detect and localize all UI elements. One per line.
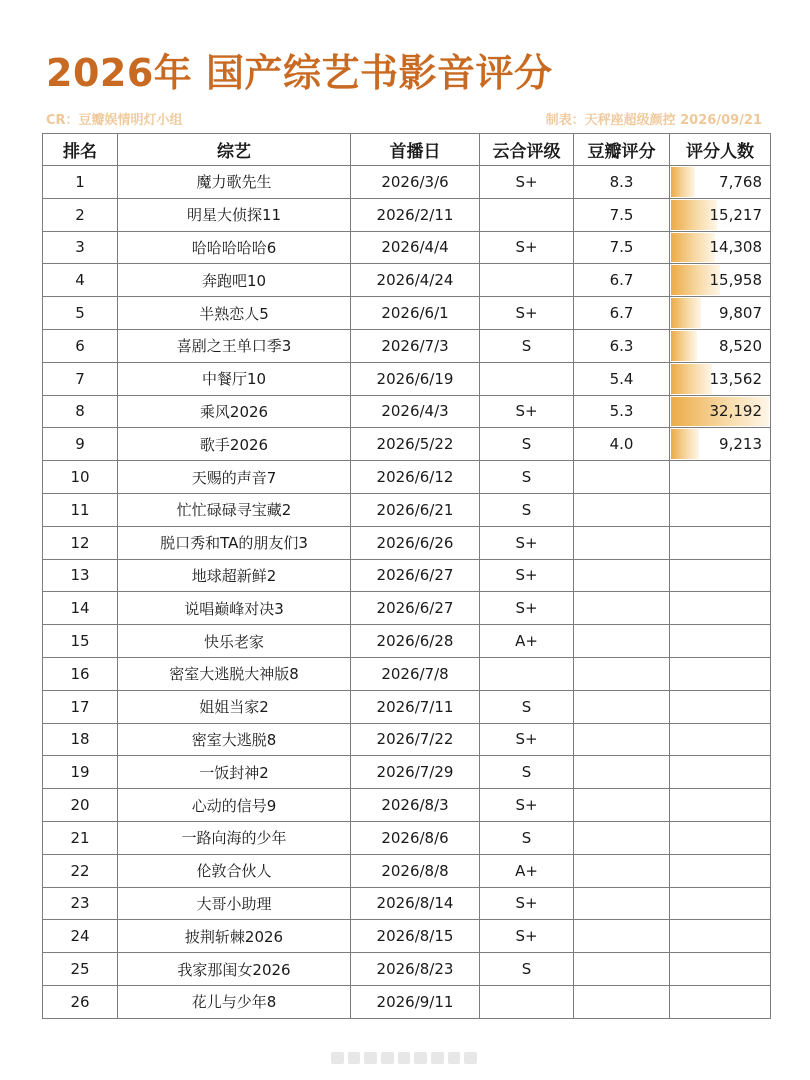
yunhe-grade-cell: S [480, 461, 574, 494]
table-row [43, 166, 771, 199]
rank-cell: 15 [43, 625, 118, 658]
rank-cell: 7 [43, 362, 118, 395]
yunhe-grade-cell [480, 264, 574, 297]
rating-count-value: 9,807 [719, 304, 762, 323]
rating-count-cell [670, 264, 771, 297]
douban-score-cell [574, 493, 670, 526]
douban-score-cell [574, 756, 670, 789]
rank-cell: 21 [43, 821, 118, 854]
rank-cell: 25 [43, 953, 118, 986]
premiere-date-cell: 2026/7/8 [351, 657, 480, 690]
show-name-cell: 乘风2026 [118, 395, 351, 428]
rank-cell: 1 [43, 166, 118, 199]
premiere-date-cell: 2026/8/14 [351, 887, 480, 920]
column-header-show: 综艺 [118, 134, 351, 166]
premiere-date-cell: 2026/6/21 [351, 493, 480, 526]
yunhe-grade-cell: S [480, 329, 574, 362]
yunhe-grade-cell [480, 657, 574, 690]
rating-count-cell [670, 297, 771, 330]
rating-count-cell [670, 920, 771, 953]
premiere-date-cell: 2026/7/22 [351, 723, 480, 756]
douban-score-cell [574, 887, 670, 920]
premiere-date-cell: 2026/4/24 [351, 264, 480, 297]
show-name-cell: 魔力歌先生 [118, 166, 351, 199]
show-name-cell: 心动的信号9 [118, 789, 351, 822]
table-row [43, 657, 771, 690]
premiere-date-cell: 2026/7/11 [351, 690, 480, 723]
table-row [43, 592, 771, 625]
yunhe-grade-cell: S [480, 428, 574, 461]
premiere-date-cell: 2026/4/4 [351, 231, 480, 264]
rating-count-cell [670, 198, 771, 231]
credit-author-date: 制表：天秤座超级颜控 2026/09/21 [545, 113, 762, 128]
yunhe-grade-cell: S+ [480, 723, 574, 756]
premiere-date-cell: 2026/4/3 [351, 395, 480, 428]
rank-cell: 13 [43, 559, 118, 592]
premiere-date-cell: 2026/7/29 [351, 756, 480, 789]
image-pagination-indicator [331, 1052, 477, 1064]
douban-score-cell [574, 821, 670, 854]
premiere-date-cell: 2026/8/3 [351, 789, 480, 822]
table-row [43, 789, 771, 822]
table-row [43, 854, 771, 887]
yunhe-grade-cell [480, 198, 574, 231]
rating-count-cell [670, 493, 771, 526]
table-header-row [43, 134, 771, 166]
table-row [43, 297, 771, 330]
rank-cell: 10 [43, 461, 118, 494]
rating-count-databar [671, 298, 701, 328]
douban-score-cell: 7.5 [574, 198, 670, 231]
yunhe-grade-cell: S+ [480, 297, 574, 330]
douban-score-cell [574, 690, 670, 723]
rating-count-value: 13,562 [709, 369, 762, 388]
premiere-date-cell: 2026/6/27 [351, 592, 480, 625]
table-row [43, 461, 771, 494]
rating-count-cell [670, 166, 771, 199]
rating-count-databar [671, 167, 695, 197]
page-title: 2026年 国产综艺书影音评分 [46, 51, 553, 95]
rating-count-cell [670, 559, 771, 592]
douban-score-cell [574, 526, 670, 559]
premiere-date-cell: 2026/6/27 [351, 559, 480, 592]
douban-score-cell [574, 920, 670, 953]
show-name-cell: 说唱巅峰对决3 [118, 592, 351, 625]
table-row [43, 362, 771, 395]
show-name-cell: 喜剧之王单口季3 [118, 329, 351, 362]
show-name-cell: 歌手2026 [118, 428, 351, 461]
douban-score-cell: 4.0 [574, 428, 670, 461]
douban-score-cell: 6.3 [574, 329, 670, 362]
rating-count-value: 9,213 [719, 435, 762, 454]
yunhe-grade-cell: A+ [480, 854, 574, 887]
rating-count-value: 32,192 [709, 402, 762, 421]
douban-score-cell [574, 985, 670, 1018]
table-row [43, 231, 771, 264]
show-name-cell: 密室大逃脱8 [118, 723, 351, 756]
yunhe-grade-cell: A+ [480, 625, 574, 658]
table-row [43, 395, 771, 428]
table-row [43, 953, 771, 986]
douban-score-cell: 6.7 [574, 264, 670, 297]
show-name-cell: 大哥小助理 [118, 887, 351, 920]
rank-cell: 2 [43, 198, 118, 231]
table-row [43, 920, 771, 953]
show-name-cell: 中餐厅10 [118, 362, 351, 395]
show-name-cell: 一饭封神2 [118, 756, 351, 789]
rating-count-cell [670, 854, 771, 887]
table-row [43, 428, 771, 461]
rank-cell: 6 [43, 329, 118, 362]
rating-count-value: 7,768 [719, 172, 762, 191]
yunhe-grade-cell: S [480, 953, 574, 986]
table-row [43, 756, 771, 789]
yunhe-grade-cell: S+ [480, 166, 574, 199]
rating-count-cell [670, 428, 771, 461]
show-name-cell: 快乐老家 [118, 625, 351, 658]
rank-cell: 12 [43, 526, 118, 559]
table-row [43, 264, 771, 297]
douban-score-cell: 5.4 [574, 362, 670, 395]
rating-count-cell [670, 690, 771, 723]
show-name-cell: 伦敦合伙人 [118, 854, 351, 887]
premiere-date-cell: 2026/8/23 [351, 953, 480, 986]
column-header-yunhe-grade: 云合评级 [480, 134, 574, 166]
rank-cell: 8 [43, 395, 118, 428]
rating-count-cell [670, 231, 771, 264]
show-name-cell: 我家那闺女2026 [118, 953, 351, 986]
rating-count-databar [671, 233, 715, 263]
rank-cell: 3 [43, 231, 118, 264]
premiere-date-cell: 2026/2/11 [351, 198, 480, 231]
rank-cell: 9 [43, 428, 118, 461]
table-row [43, 723, 771, 756]
table-row [43, 821, 771, 854]
rating-count-value: 8,520 [719, 336, 762, 355]
rating-count-cell [670, 789, 771, 822]
douban-score-cell [574, 657, 670, 690]
yunhe-grade-cell: S [480, 756, 574, 789]
show-name-cell: 明星大侦探11 [118, 198, 351, 231]
table-row [43, 526, 771, 559]
rating-count-databar [671, 364, 712, 394]
rating-count-cell [670, 887, 771, 920]
rating-count-cell [670, 821, 771, 854]
premiere-date-cell: 2026/8/8 [351, 854, 480, 887]
yunhe-grade-cell: S+ [480, 887, 574, 920]
show-name-cell: 忙忙碌碌寻宝藏2 [118, 493, 351, 526]
premiere-date-cell: 2026/8/6 [351, 821, 480, 854]
column-header-rank: 排名 [43, 134, 118, 166]
table-body [43, 166, 771, 1019]
table-row [43, 493, 771, 526]
douban-score-cell: 7.5 [574, 231, 670, 264]
rating-count-cell [670, 395, 771, 428]
show-name-cell: 地球超新鲜2 [118, 559, 351, 592]
rating-count-cell [670, 985, 771, 1018]
show-name-cell: 披荆斩棘2026 [118, 920, 351, 953]
premiere-date-cell: 2026/5/22 [351, 428, 480, 461]
rank-cell: 22 [43, 854, 118, 887]
yunhe-grade-cell: S+ [480, 395, 574, 428]
douban-score-cell: 6.7 [574, 297, 670, 330]
show-name-cell: 密室大逃脱大神版8 [118, 657, 351, 690]
rank-cell: 11 [43, 493, 118, 526]
rating-count-cell [670, 362, 771, 395]
rank-cell: 5 [43, 297, 118, 330]
premiere-date-cell: 2026/6/28 [351, 625, 480, 658]
column-header-rating-count: 评分人数 [670, 134, 771, 166]
show-name-cell: 天赐的声音7 [118, 461, 351, 494]
rank-cell: 16 [43, 657, 118, 690]
column-header-douban-score: 豆瓣评分 [574, 134, 670, 166]
premiere-date-cell: 2026/6/19 [351, 362, 480, 395]
show-name-cell: 花儿与少年8 [118, 985, 351, 1018]
douban-score-cell [574, 461, 670, 494]
douban-score-cell [574, 592, 670, 625]
show-name-cell: 姐姐当家2 [118, 690, 351, 723]
yunhe-grade-cell: S+ [480, 231, 574, 264]
rating-count-value: 15,217 [709, 205, 762, 224]
show-name-cell: 哈哈哈哈哈6 [118, 231, 351, 264]
yunhe-grade-cell: S+ [480, 920, 574, 953]
premiere-date-cell: 2026/8/15 [351, 920, 480, 953]
rating-count-cell [670, 756, 771, 789]
yunhe-grade-cell: S [480, 690, 574, 723]
rating-count-cell [670, 329, 771, 362]
table-row [43, 329, 771, 362]
douban-score-cell [574, 625, 670, 658]
douban-score-cell [574, 953, 670, 986]
premiere-date-cell: 2026/9/11 [351, 985, 480, 1018]
douban-score-cell [574, 559, 670, 592]
yunhe-grade-cell: S [480, 821, 574, 854]
table-row [43, 198, 771, 231]
premiere-date-cell: 2026/6/12 [351, 461, 480, 494]
table-row [43, 625, 771, 658]
rating-count-databar [671, 429, 699, 459]
table-row [43, 690, 771, 723]
premiere-date-cell: 2026/6/1 [351, 297, 480, 330]
premiere-date-cell: 2026/3/6 [351, 166, 480, 199]
rank-cell: 17 [43, 690, 118, 723]
premiere-date-cell: 2026/7/3 [351, 329, 480, 362]
show-name-cell: 奔跑吧10 [118, 264, 351, 297]
yunhe-grade-cell: S+ [480, 592, 574, 625]
yunhe-grade-cell: S+ [480, 789, 574, 822]
yunhe-grade-cell: S [480, 493, 574, 526]
rating-count-cell [670, 526, 771, 559]
douban-score-cell: 5.3 [574, 395, 670, 428]
rank-cell: 20 [43, 789, 118, 822]
yunhe-grade-cell: S+ [480, 559, 574, 592]
table-row [43, 985, 771, 1018]
show-name-cell: 一路向海的少年 [118, 821, 351, 854]
ratings-table [42, 133, 771, 1019]
rank-cell: 23 [43, 887, 118, 920]
douban-score-cell [574, 789, 670, 822]
rating-count-cell [670, 657, 771, 690]
column-header-premiere-date: 首播日 [351, 134, 480, 166]
rating-count-cell [670, 461, 771, 494]
rating-count-cell [670, 625, 771, 658]
yunhe-grade-cell: S+ [480, 526, 574, 559]
rating-count-cell [670, 953, 771, 986]
rating-count-databar [671, 331, 697, 361]
yunhe-grade-cell [480, 985, 574, 1018]
table-row [43, 887, 771, 920]
rank-cell: 26 [43, 985, 118, 1018]
rating-count-cell [670, 592, 771, 625]
rank-cell: 19 [43, 756, 118, 789]
douban-score-cell: 8.3 [574, 166, 670, 199]
show-name-cell: 半熟恋人5 [118, 297, 351, 330]
douban-score-cell [574, 723, 670, 756]
rating-count-cell [670, 723, 771, 756]
rank-cell: 24 [43, 920, 118, 953]
credit-source: CR：豆瓣娱情明灯小组 [46, 113, 183, 128]
rating-count-value: 15,958 [709, 271, 762, 290]
douban-score-cell [574, 854, 670, 887]
rank-cell: 4 [43, 264, 118, 297]
premiere-date-cell: 2026/6/26 [351, 526, 480, 559]
rating-count-value: 14,308 [709, 238, 762, 257]
show-name-cell: 脱口秀和TA的朋友们3 [118, 526, 351, 559]
rank-cell: 14 [43, 592, 118, 625]
yunhe-grade-cell [480, 362, 574, 395]
table-row [43, 559, 771, 592]
rank-cell: 18 [43, 723, 118, 756]
